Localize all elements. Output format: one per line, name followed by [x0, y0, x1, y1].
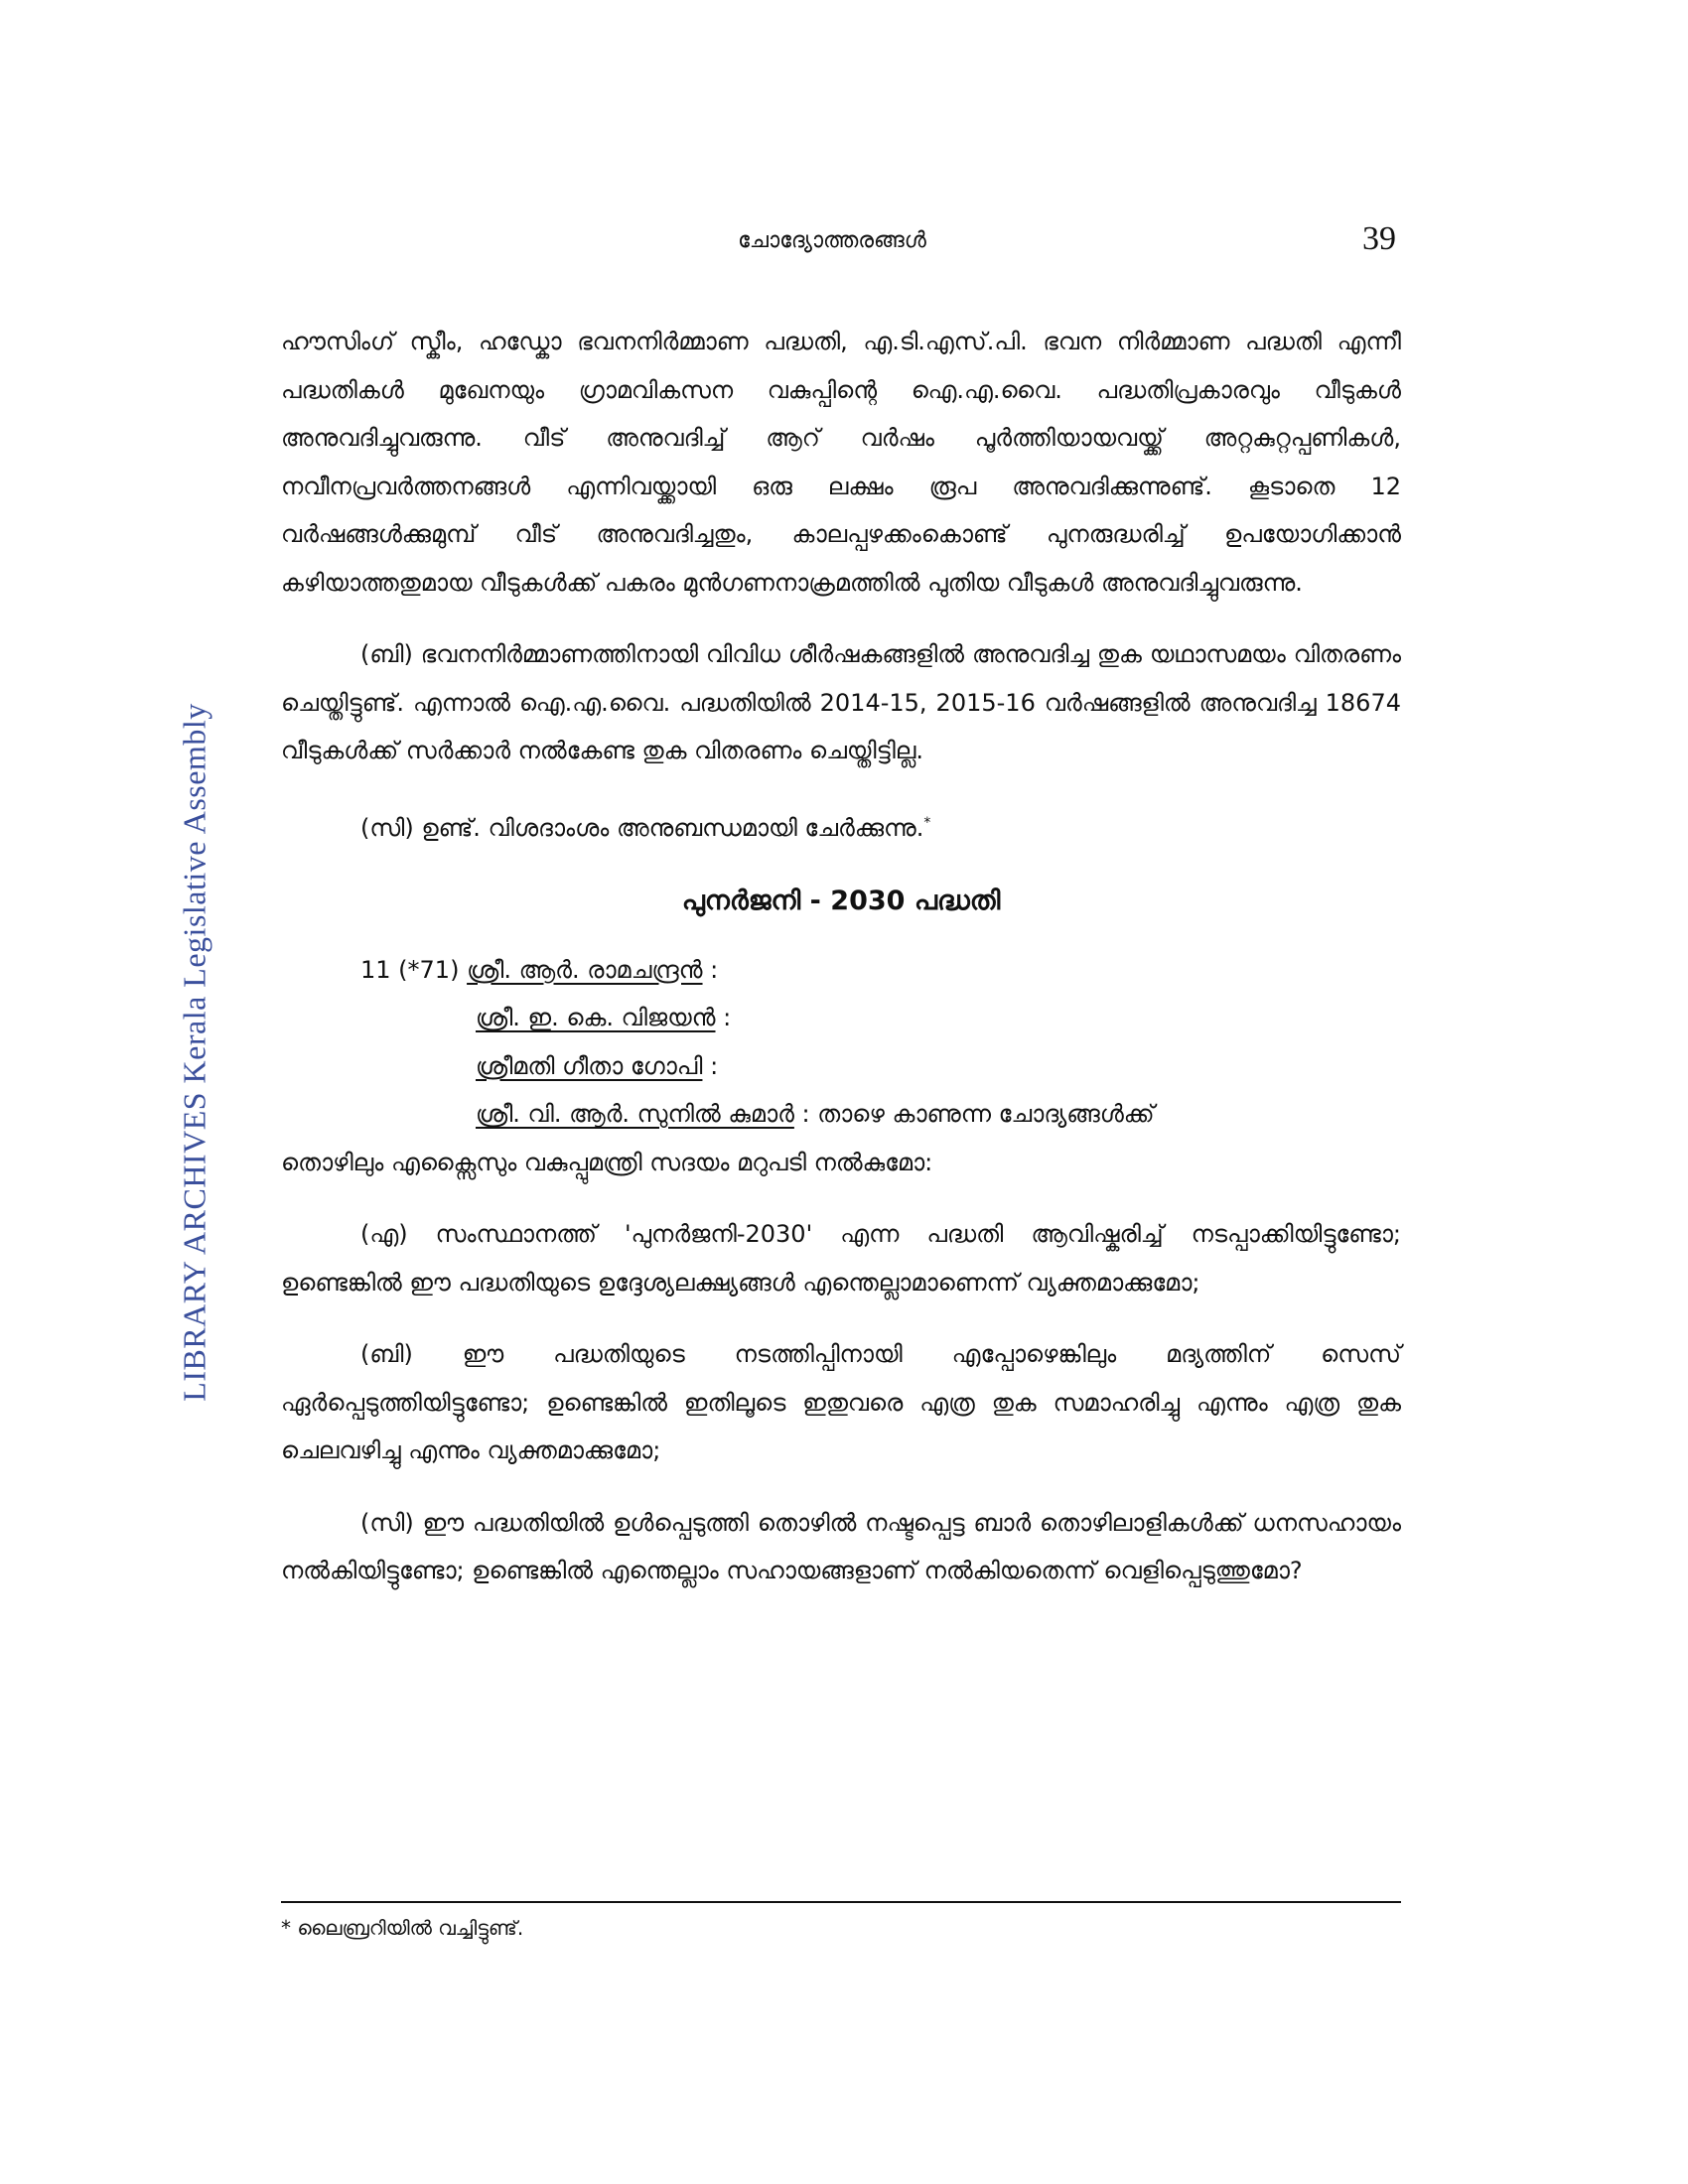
footnote: * ലൈബ്രറിയിൽ വച്ചിട്ടുണ്ട്.	[281, 1916, 524, 1940]
footnote-divider	[281, 1901, 1401, 1903]
running-title: ചോദ്യോത്തരങ്ങൾ	[738, 228, 926, 253]
answer-part-c	[281, 799, 1401, 853]
question-part-a: (എ) സംസ്ഥാനത്ത് 'പുനർജനി-2030' എന്ന പദ്ധതി ആവിഷ്കരിച്ച് നടപ്പാക്കിയിട്ടുണ്ടോ; ഉണ്ടെങ്കിൽ ഈ പദ്ധതിയുടെ ഉദ്ദേശ്യലക്ഷ്യങ്ങൾ എന്തെല്ലാമാണെന്ന് വ്യക്തമാക്കുമോ;	[281, 1220, 1401, 1297]
question-block	[281, 946, 1401, 1187]
member-separator: :	[723, 1004, 732, 1031]
member-name: ശ്രീ. വി. ആർ. സുനിൽ കുമാർ	[476, 1100, 794, 1128]
question-member-line	[281, 994, 1401, 1042]
question-first-member-line	[281, 946, 1401, 995]
page-number: 39	[1362, 220, 1396, 257]
answer-paragraph: ഹൗസിംഗ് സ്കീം, ഹഡ്കോ ഭവനനിർമ്മാണ പദ്ധതി, എ.ടി.എസ്.പി. ഭവന നിർമ്മാണ പദ്ധതി എന്നീ പദ്ധതികൾ മുഖേനയും ഗ്രാമവികസന വകുപ്പിന്റെ ഐ.എ.വൈ. പദ്ധതിപ്രകാരവും വീടുകൾ അനുവദിച്ചുവരുന്നു. വീട് അനുവദിച്ച് ആറ് വർഷം പൂർത്തിയായവയ്ക്ക് അറ്റകുറ്റപ്പണികൾ, നവീനപ്രവർത്തനങ്ങൾ എന്നിവയ്ക്കായി ഒരു ലക്ഷം രൂപ അനുവദിക്കുന്നുണ്ട്. കൂടാതെ 12 വർഷങ്ങൾക്കുമുമ്പ് വീട് അനുവദിച്ചതും, കാലപ്പഴക്കംകൊണ്ട് പുനരുദ്ധരിച്ച് ഉപയോഗിക്കാൻ കഴിയാത്തതുമായ വീടുകൾക്ക് പകരം മുൻഗണനാക്രമത്തിൽ പുതിയ വീടുകൾ അനുവദിച്ചുവരുന്നു.	[281, 328, 1401, 597]
answer-part-b: (ബി) ഭവനനിർമ്മാണത്തിനായി വിവിധ ശീർഷകങ്ങളിൽ അനുവദിച്ച തുക യഥാസമയം വിതരണം ചെയ്തിട്ടുണ്ട്. എന്നാൽ ഐ.എ.വൈ. പദ്ധതിയിൽ 2014-15, 2015-16 വർഷങ്ങളിൽ അനുവദിച്ച 18674 വീടുകൾക്ക് സർക്കാർ നൽകേണ്ട തുക വിതരണം ചെയ്തിട്ടില്ല.	[281, 640, 1401, 764]
question-number: 11 (*71)	[360, 955, 460, 984]
member-name: ശ്രീ. ആർ. രാമചന്ദ്രൻ	[467, 955, 703, 984]
section-heading: പുനർജനി - 2030 പദ്ധതി	[681, 886, 1001, 916]
archive-watermark: LIBRARY ARCHIVES Kerala Legislative Assembly	[176, 703, 212, 1402]
member-name: ശ്രീ. ഇ. കെ. വിജയൻ	[476, 1004, 716, 1031]
running-header	[268, 220, 1396, 260]
footnote-reference-mark: *	[923, 814, 931, 831]
page-body	[281, 318, 1401, 1595]
member-name: ശ്രീമതി ഗീതാ ഗോപി	[476, 1051, 703, 1080]
question-lead-text: താഴെ കാണുന്ന ചോദ്യങ്ങൾക്ക്	[817, 1100, 1155, 1128]
question-part-b: (ബി) ഈ പദ്ധതിയുടെ നടത്തിപ്പിനായി എപ്പോഴെങ്കിലും മദ്യത്തിന് സെസ് ഏർപ്പെടുത്തിയിട്ടുണ്ടോ; ഉണ്ടെങ്കിൽ ഇതിലൂടെ ഇതുവരെ എത്ര തുക സമാഹരിച്ചു എന്നും എത്ര തുക ചെലവഴിച്ചു എന്നും വ്യക്തമാക്കുമോ;	[281, 1340, 1401, 1464]
answer-part-c-text: (സി) ഉണ്ട്. വിശദാംശം അനുബന്ധമായി ചേർക്കുന്നു.	[360, 813, 924, 842]
question-part-c: (സി) ഈ പദ്ധതിയിൽ ഉൾപ്പെടുത്തി തൊഴിൽ നഷ്ടപ്പെട്ട ബാർ തൊഴിലാളികൾക്ക് ധനസഹായം നൽകിയിട്ടുണ്ടോ; ഉണ്ടെങ്കിൽ എന്തെല്ലാം സഹായങ്ങളാണ് നൽകിയതെന്ന് വെളിപ്പെടുത്തുമോ?	[281, 1508, 1401, 1584]
member-separator: :	[710, 1051, 719, 1080]
question-member-line	[281, 1090, 1401, 1139]
question-addressee: തൊഴിലും എക്സൈസും വകുപ്പുമന്ത്രി സദയം മറുപടി നൽകുമോ:	[281, 1148, 933, 1176]
member-separator: :	[710, 955, 719, 984]
question-member-line	[281, 1042, 1401, 1091]
member-separator: :	[801, 1100, 810, 1128]
